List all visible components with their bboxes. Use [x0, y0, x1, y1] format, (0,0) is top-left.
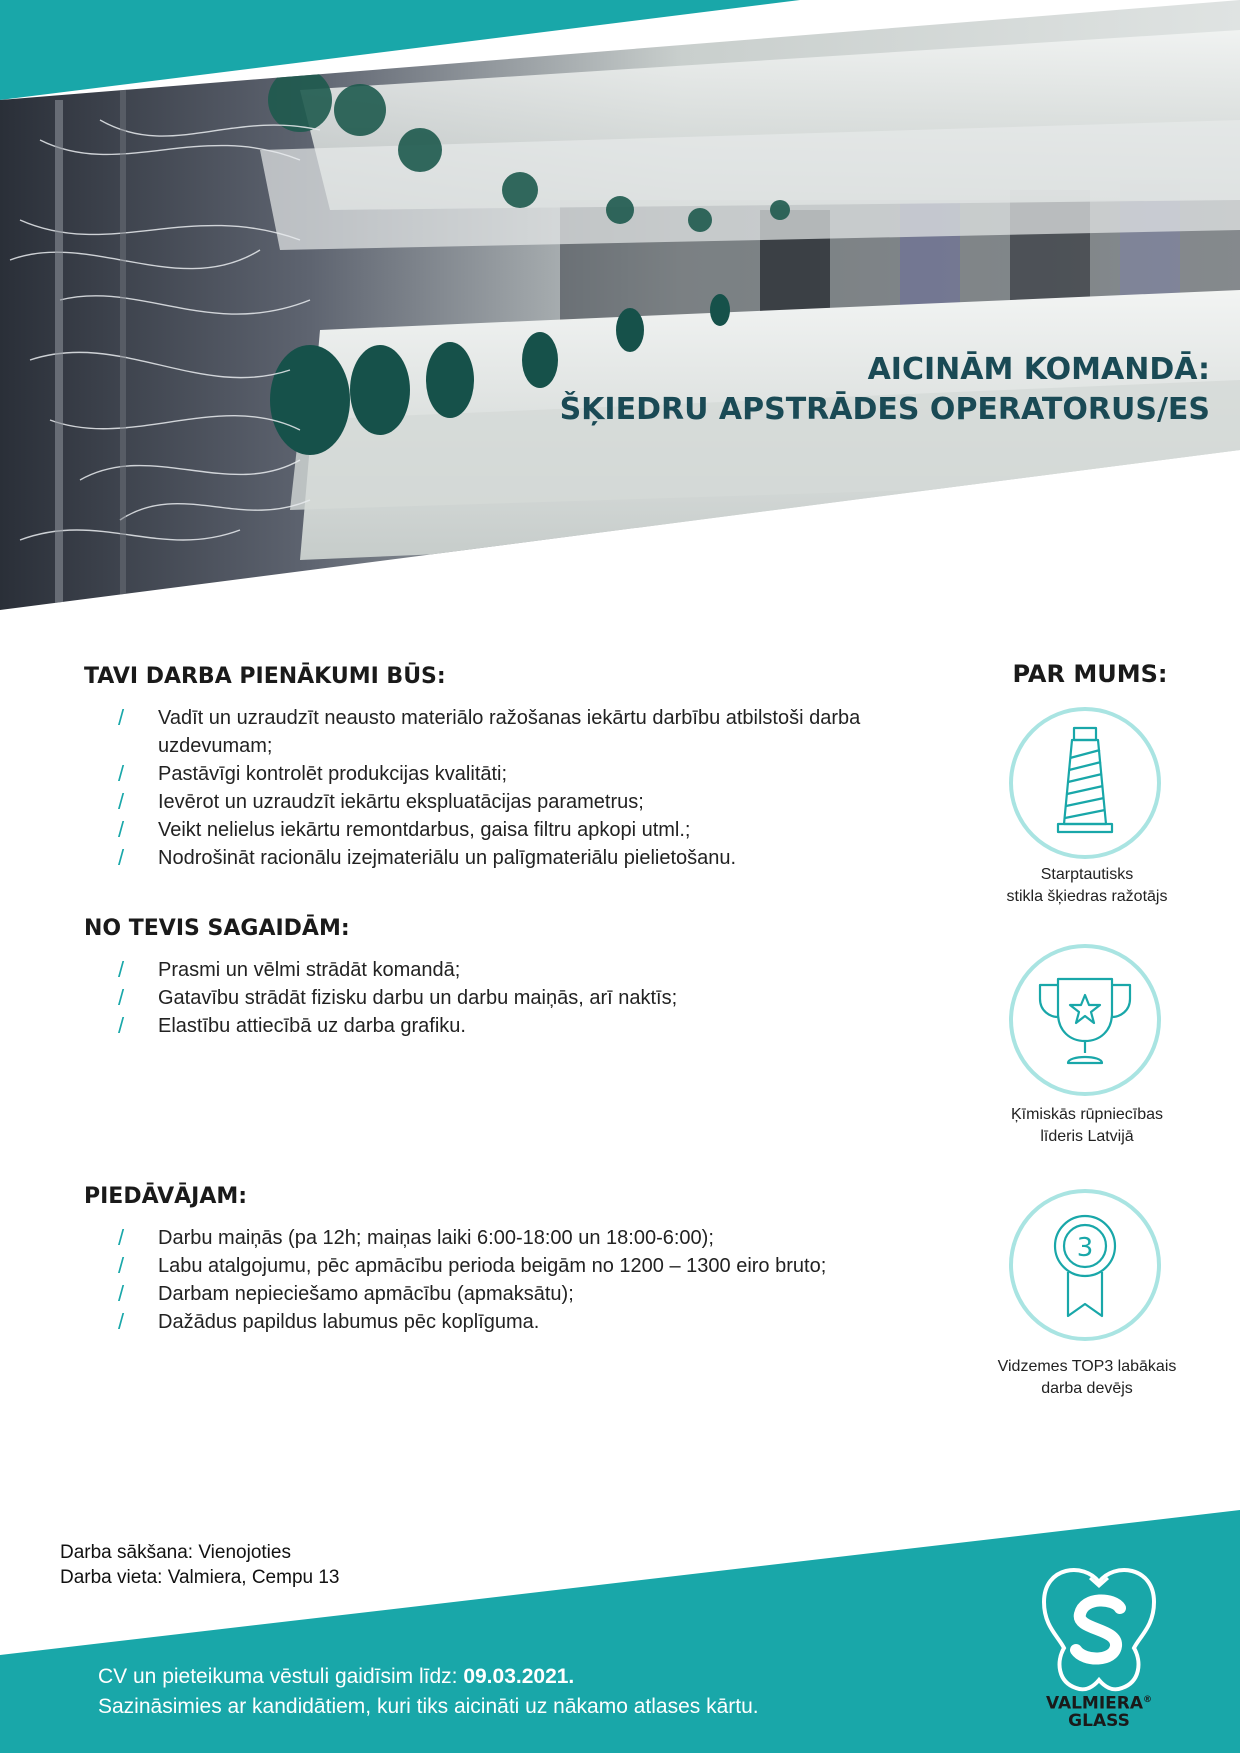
- medal-3-icon: [1008, 1188, 1162, 1342]
- slash-bullet-icon: /: [118, 789, 125, 814]
- headline-line-2: ŠĶIEDRU APSTRĀDES OPERATORUS/ES: [559, 392, 1210, 427]
- list-item: / Ievērot un uzraudzīt iekārtu ekspluatācijas parametrus;: [118, 789, 644, 814]
- badge-caption: Starptautisks stikla šķiedras ražotājs: [1006, 866, 1168, 905]
- start-date: Darba sākšana: Vienojoties: [60, 1542, 291, 1563]
- thread-spool-icon: [1008, 706, 1162, 860]
- slash-bullet-icon: /: [118, 761, 125, 786]
- slash-bullet-icon: /: [118, 1281, 125, 1306]
- list-item: / Pastāvīgi kontrolēt produkcijas kvalitāti;: [118, 761, 508, 786]
- slash-bullet-icon: /: [118, 817, 125, 842]
- duties-list: [118, 704, 948, 872]
- list-item: / Prasmi un vēlmi strādāt komandā;: [118, 957, 461, 982]
- medal-number: 3: [1076, 1233, 1094, 1263]
- trophy-star-icon: [1008, 943, 1162, 1097]
- contact-note: Sazināsimies ar kandidātiem, kuri tiks aicināti uz nākamo atlases kārtu.: [98, 1695, 759, 1718]
- expect-title: NO TEVIS SAGAIDĀM:: [84, 916, 350, 941]
- badge-caption: Vidzemes TOP3 labākais darba devējs: [997, 1358, 1177, 1397]
- about-title: PAR MUMS:: [1012, 660, 1168, 688]
- badge-caption: Ķīmiskās rūpniecības līderis Latvijā: [1010, 1106, 1164, 1145]
- hero-photo: [0, 0, 1240, 620]
- list-item: / Nodrošināt racionālu izejmateriālu un palīgmateriālu pielietošanu.: [118, 845, 737, 870]
- slash-bullet-icon: /: [118, 1309, 125, 1334]
- list-item: / Darbu maiņās (pa 12h; maiņas laiki 6:00-18:00 un 18:00-6:00);: [118, 1225, 714, 1250]
- slash-bullet-icon: /: [118, 957, 125, 982]
- logo-wordmark: VALMIERA® GLASS: [1045, 1693, 1153, 1731]
- list-item: / Veikt nelielus iekārtu remontdarbus, gaisa filtru apkopi utml.;: [118, 817, 691, 842]
- slash-bullet-icon: /: [118, 705, 125, 730]
- deadline-line: CV un pieteikuma vēstuli gaidīsim līdz: 09.03.2021.: [98, 1665, 575, 1688]
- list-item: / Dažādus papildus labumus pēc koplīguma.: [118, 1309, 540, 1334]
- list-item: / Darbam nepieciešamo apmācību (apmaksātu);: [118, 1281, 574, 1306]
- headline: [560, 350, 1210, 430]
- offer-list: [118, 1224, 948, 1336]
- work-location: Darba vieta: Valmiera, Cempu 13: [60, 1567, 340, 1588]
- list-item: / Gatavību strādāt fizisku darbu un darbu maiņās, arī naktīs;: [118, 985, 678, 1010]
- list-item: / Labu atalgojumu, pēc apmācību perioda beigām no 1200 – 1300 eiro bruto;: [118, 1253, 827, 1278]
- slash-bullet-icon: /: [118, 845, 125, 870]
- slash-bullet-icon: /: [118, 1225, 125, 1250]
- offer-title: PIEDĀVĀJAM:: [84, 1184, 248, 1209]
- slash-bullet-icon: /: [118, 1253, 125, 1278]
- slash-bullet-icon: /: [118, 985, 125, 1010]
- slash-bullet-icon: /: [118, 1013, 125, 1038]
- headline-line-1: AICINĀM KOMANDĀ:: [867, 352, 1210, 387]
- expect-list: [118, 956, 948, 1040]
- list-item: / Vadīt un uzraudzīt neausto materiālo ražošanas iekārtu darbību atbilstoši darba uzdevumam;: [118, 705, 861, 757]
- deadline-date: 09.03.2021.: [463, 1665, 575, 1688]
- list-item: / Elastību attiecībā uz darba grafiku.: [118, 1013, 466, 1038]
- duties-title: TAVI DARBA PIENĀKUMI BŪS:: [84, 664, 446, 689]
